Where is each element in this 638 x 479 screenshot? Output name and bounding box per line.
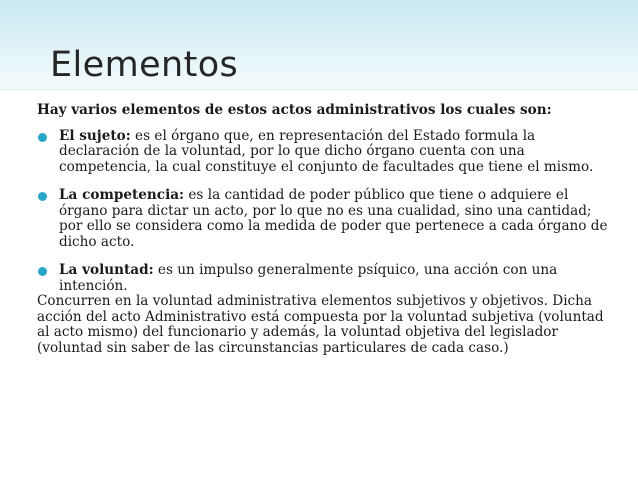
bullet-term: La voluntad: xyxy=(59,262,154,278)
slide-body xyxy=(37,103,609,356)
bullet-text: es un impulso generalmente psíquico, una acción con una intención. xyxy=(59,262,558,294)
bullet-text: es la cantidad de poder público que tiene o adquiere el órgano para dictar un acto, por lo que no es una cualidad, sino una cantidad; por ello se considera como la medida de poder que pertenece a cada órgano de dicho acto. xyxy=(59,187,608,250)
intro-text: Hay varios elementos de estos actos administrativos los cuales son: xyxy=(37,102,552,118)
bullet-item-voluntad xyxy=(37,263,609,294)
bullet-text: es el órgano que, en representación del Estado formula la declaración de la voluntad, por lo que dicho órgano cuenta con una competencia, la cual constituye el conjunto de facultades que tiene el mismo. xyxy=(59,127,594,175)
title-band-divider xyxy=(0,89,638,90)
closing-paragraph: Concurren en la voluntad administrativa elementos subjetivos y objetivos. Dicha acción del acto Administrativo está compuesta por la voluntad subjetiva (voluntad al acto mismo) del funcionario y además, la voluntad objetiva del legislador (voluntad sin saber de las circunstancias particulares de cada caso.) xyxy=(37,293,604,356)
bullet-dot-icon xyxy=(38,192,47,201)
bullet-item-sujeto xyxy=(37,129,609,176)
bullet-dot-icon xyxy=(38,133,47,142)
bullet-term: El sujeto: xyxy=(59,127,131,144)
bullet-term: La competencia: xyxy=(59,187,185,203)
bullet-dot-icon xyxy=(38,267,47,276)
slide-title: Elementos xyxy=(50,45,239,85)
bullet-item-competencia xyxy=(37,188,609,250)
